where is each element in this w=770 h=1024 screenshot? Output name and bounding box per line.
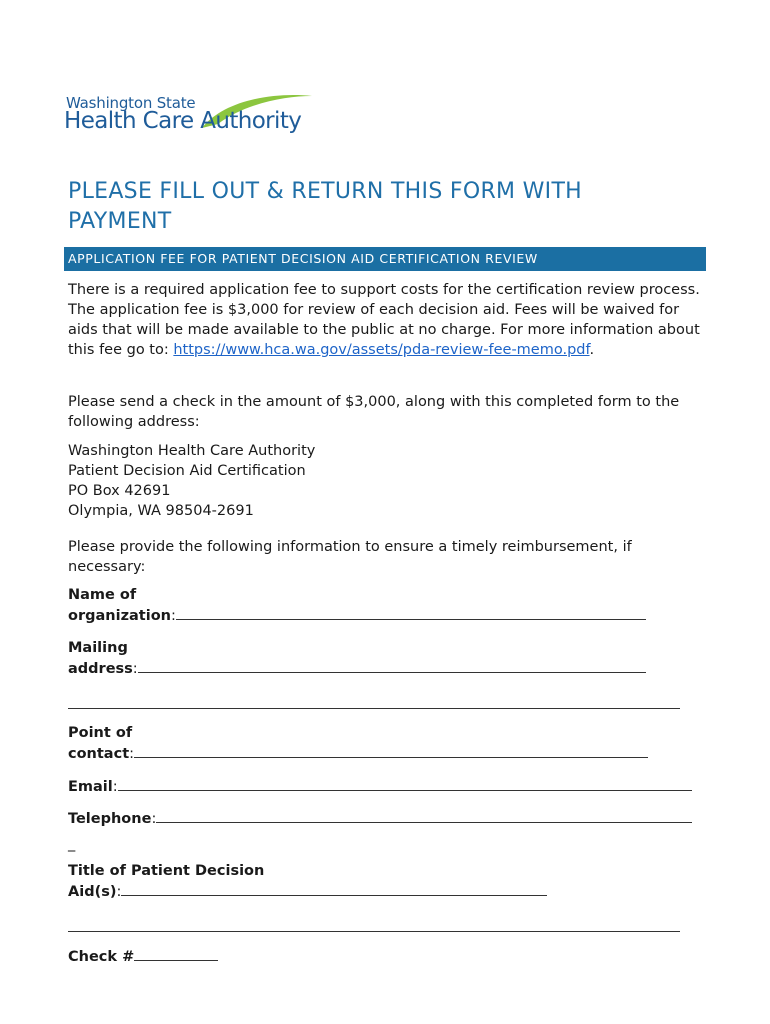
fee-text-end: . — [589, 342, 595, 358]
check-field — [68, 946, 218, 967]
org-input-line[interactable] — [176, 605, 646, 620]
contact-label-2: contact — [68, 746, 130, 762]
aid-title-label-1: Title of Patient Decision — [68, 863, 265, 879]
address-line: Patient Decision Aid Certification — [68, 463, 306, 479]
org-label-2: organization — [68, 608, 171, 624]
org-label-1: Name of — [68, 587, 137, 603]
mailing-field: Mailing address: — [68, 638, 646, 679]
mailing-input-line-2[interactable] — [68, 708, 680, 709]
address-line: PO Box 42691 — [68, 483, 171, 499]
page-title: PLEASE FILL OUT & RETURN THIS FORM WITH PAYMENT — [68, 179, 583, 234]
telephone-overflow: _ — [68, 836, 76, 852]
info-paragraph: Please provide the following information to ensure a timely reimbursement, if necessary: — [68, 539, 632, 575]
mailing-label-1: Mailing — [68, 640, 128, 656]
check-input-line[interactable] — [134, 946, 218, 961]
address-line: Olympia, WA 98504-2691 — [68, 503, 254, 519]
telephone-field: Telephone: — [68, 808, 692, 829]
aid-title-label-2: Aid(s) — [68, 884, 117, 900]
mailing-address-block — [68, 441, 708, 521]
email-label: Email — [68, 779, 113, 795]
fee-memo-link[interactable]: https://www.hca.wa.gov/assets/pda-review-fee-memo.pdf — [173, 342, 590, 358]
logo-line-1: Washington State — [66, 94, 196, 112]
check-label: Check # — [68, 949, 135, 965]
mailing-label-2: address — [68, 661, 133, 677]
fee-paragraph — [68, 280, 708, 360]
telephone-label: Telephone — [68, 811, 152, 827]
address-line: Washington Health Care Authority — [68, 443, 316, 459]
logo-line-2: Health Care Authority — [64, 108, 302, 134]
contact-field: Point of contact: — [68, 723, 648, 764]
aid-title-input-line-2[interactable] — [68, 931, 680, 932]
telephone-input-line[interactable] — [156, 808, 692, 823]
contact-input-line[interactable] — [134, 743, 648, 758]
check-paragraph: Please send a check in the amount of $3,000, along with this completed form to the following address: — [68, 394, 680, 430]
mailing-input-line[interactable] — [138, 658, 646, 673]
org-field: Name of organization: — [68, 585, 646, 626]
email-field: Email: — [68, 776, 692, 797]
fee-text: There is a required application fee to support costs for the certification review process. The application fee is $3,000 for review of each decision aid. Fees will be waived for aids that will be made available to the public at no charge. For more information about this fee go to: — [68, 282, 700, 358]
aid-title-input-line[interactable] — [121, 881, 547, 896]
hca-logo — [64, 90, 324, 140]
email-input-line[interactable] — [118, 776, 692, 791]
aid-title-field: Title of Patient Decision Aid(s): — [68, 861, 547, 902]
section-header: APPLICATION FEE FOR PATIENT DECISION AID CERTIFICATION REVIEW — [64, 247, 706, 271]
contact-label-1: Point of — [68, 725, 133, 741]
